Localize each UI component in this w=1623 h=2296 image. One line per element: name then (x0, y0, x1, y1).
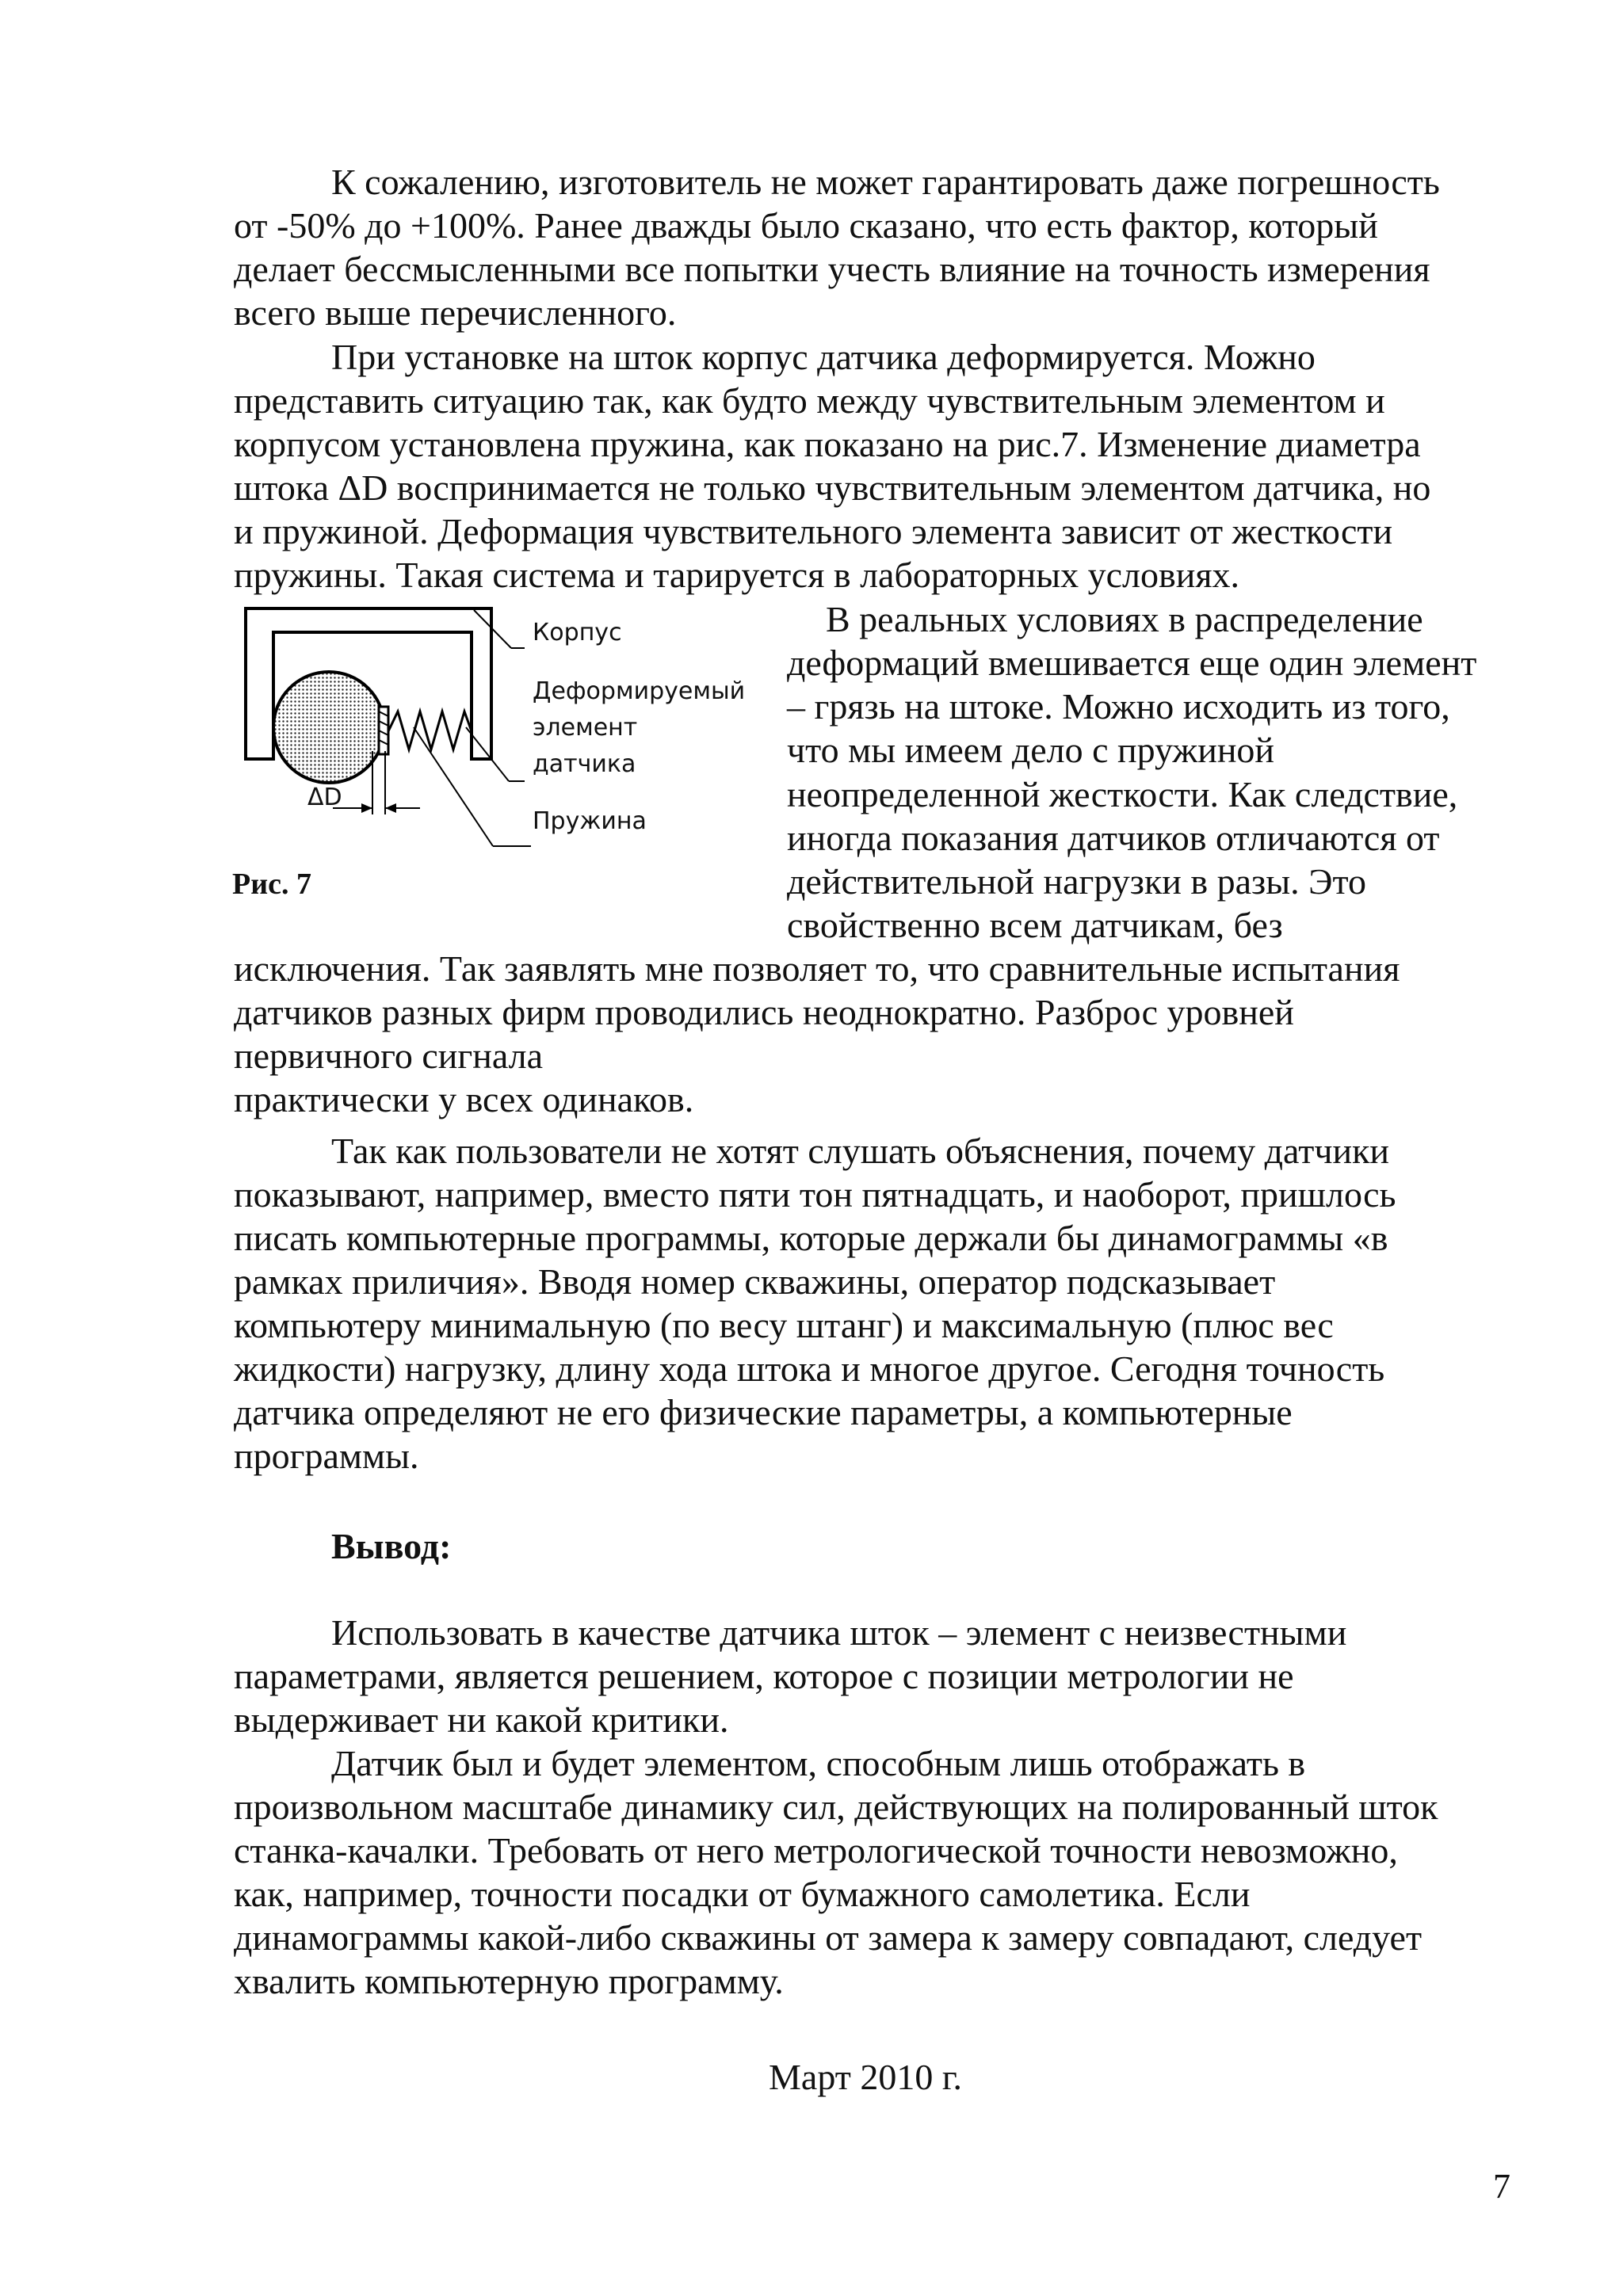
text-line: параметрами, является решением, которое с позиции метрологии не (234, 1656, 1294, 1696)
text-line: что мы имеем дело с пружиной (787, 730, 1275, 770)
conclusion-heading: Вывод: (331, 1526, 452, 1566)
text-line: делает бессмысленными все попытки учесть влияние на точность измерения (234, 249, 1430, 289)
text-line: от -50% до +100%. Ранее дважды было сказано, что есть фактор, который (234, 205, 1378, 246)
label-deform-3: датчика (533, 750, 636, 778)
text-line: В реальных условиях в распределение (826, 599, 1423, 639)
text-line: и пружиной. Деформация чувствительного элемента зависит от жесткости (234, 511, 1393, 551)
text-line: компьютеру минимальную (по весу штанг) и максимальную (плюс вес (234, 1305, 1334, 1345)
label-deform-1: Деформируемый (533, 677, 746, 705)
text-line: станка-качалки. Требовать от него метрологической точности невозможно, (234, 1830, 1398, 1871)
text-line: Датчик был и будет элементом, способным лишь отображать в (331, 1743, 1306, 1783)
text-line: всего выше перечисленного. (234, 292, 677, 333)
label-spring: Пружина (533, 807, 647, 835)
text-line: свойственно всем датчикам, без (787, 905, 1283, 945)
text-line: выдерживает ни какой критики. (234, 1699, 729, 1740)
label-delta-d: ΔD (307, 784, 342, 811)
document-date: Март 2010 г. (769, 2057, 962, 2097)
text-line: датчика определяют не его физические параметры, а компьютерные (234, 1392, 1293, 1432)
text-line: К сожалению, изготовитель не может гарантировать даже погрешность (331, 162, 1440, 202)
text-line: как, например, точности посадки от бумажного самолетика. Если (234, 1874, 1251, 1914)
figure-7-sensor-diagram (230, 601, 769, 862)
rod-circle (273, 672, 384, 783)
text-line: деформаций вмешивается еще один элемент (787, 643, 1477, 683)
text-line: хвалить компьютерную программу. (234, 1961, 784, 2001)
text-line: – грязь на штоке. Можно исходить из того, (787, 686, 1450, 727)
text-line: штока ΔD воспринимается не только чувствительным элементом датчика, но (234, 467, 1431, 508)
text-line: представить ситуацию так, как будто между чувствительным элементом и (234, 380, 1385, 421)
text-line: иногда показания датчиков отличаются от (787, 818, 1440, 858)
label-deform-2: элемент (533, 714, 638, 742)
figure-caption: Рис. 7 (232, 868, 311, 901)
text-line: исключения. Так заявлять мне позволяет то, что сравнительные испытания (234, 948, 1400, 989)
page-number: 7 (1493, 2167, 1510, 2206)
text-line: пружины. Такая система и тарируется в лабораторных условиях. (234, 555, 1239, 595)
label-housing: Корпус (533, 619, 622, 646)
text-line: писать компьютерные программы, которые держали бы динамограммы «в (234, 1218, 1388, 1258)
text-line: динамограммы какой-либо скважины от замера к замеру совпадают, следует (234, 1917, 1423, 1958)
spring-shape (388, 711, 472, 749)
text-line: показывают, например, вместо пяти тон пятнадцать, и наоборот, пришлось (234, 1174, 1396, 1215)
text-line: действительной нагрузки в разы. Это (787, 861, 1366, 902)
text-line: Так как пользователи не хотят слушать объяснения, почему датчики (331, 1131, 1390, 1171)
text-line: При установке на шток корпус датчика деформируется. Можно (331, 337, 1316, 377)
text-line: произвольном масштабе динамику сил, действующих на полированный шток (234, 1787, 1438, 1827)
text-line: жидкости) нагрузку, длину хода штока и многое другое. Сегодня точность (234, 1348, 1385, 1389)
text-line: корпусом установлена пружина, как показано на рис.7. Изменение диаметра (234, 424, 1421, 464)
text-line: датчиков разных фирм проводились неоднократно. Разброс уровней (234, 992, 1294, 1032)
text-line: Использовать в качестве датчика шток – элемент с неизвестными (331, 1612, 1347, 1653)
sensor-diagram (230, 601, 769, 862)
text-line: рамках приличия». Вводя номер скважины, оператор подсказывает (234, 1261, 1276, 1302)
text-line: неопределенной жесткости. Как следствие, (787, 774, 1458, 814)
text-line: программы. (234, 1436, 419, 1476)
text-line: практически у всех одинаков. (234, 1079, 694, 1119)
text-line: первичного сигнала (234, 1035, 544, 1076)
